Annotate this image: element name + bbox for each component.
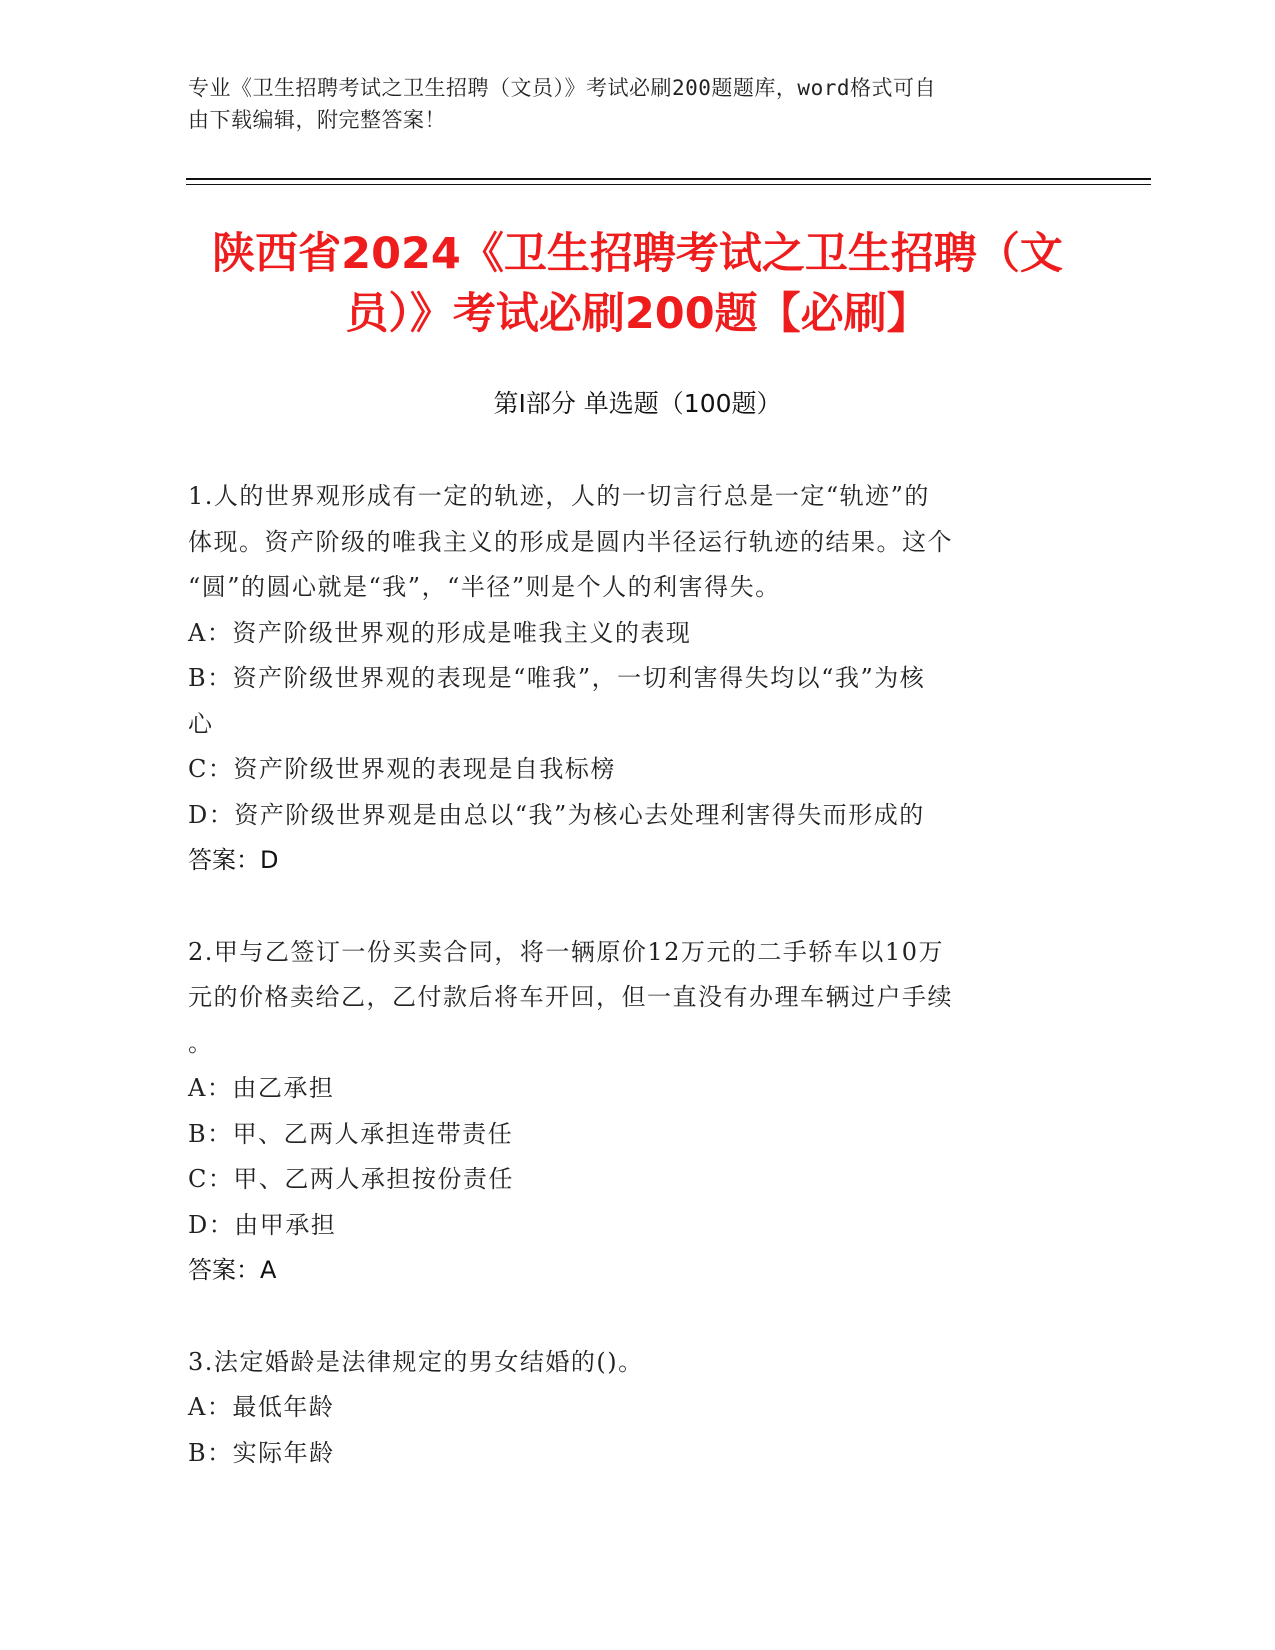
question-text-line: 体现。资产阶级的唯我主义的形成是圆内半径运行轨迹的结果。这个 (188, 527, 953, 556)
question-option-b: B：实际年龄 (188, 1438, 335, 1467)
question-answer: 答案：D (188, 846, 279, 874)
question-text-line: 元的价格卖给乙，乙付款后将车开回，但一直没有办理车辆过户手续 (188, 983, 953, 1011)
question-option-a: A：资产阶级世界观的形成是唯我主义的表现 (188, 618, 692, 647)
question-option-c: C：资产阶级世界观的表现是自我标榜 (188, 755, 616, 783)
header-note (188, 72, 1088, 136)
question-option-a: A：由乙承担 (188, 1074, 335, 1102)
question-option-a: A：最低年龄 (188, 1393, 335, 1421)
header-divider-thin (186, 184, 1151, 185)
question-option-c: C：甲、乙两人承担按份责任 (188, 1165, 514, 1193)
question-2 (188, 930, 1068, 1294)
document-title-line: 员）》考试必刷200题【必刷】 (345, 289, 930, 339)
question-answer: 答案：A (188, 1256, 277, 1284)
question-3 (188, 1340, 1068, 1477)
question-option-b: B：资产阶级世界观的表现是“唯我”，一切利害得失均以“我”为核 (188, 664, 926, 692)
question-option-b-continued: 心 (188, 709, 214, 738)
document-title-line: 陕西省2024《卫生招聘考试之卫生招聘（文 (212, 229, 1063, 279)
question-option-d: D：资产阶级世界观是由总以“我”为核心去处理利害得失而形成的 (188, 800, 925, 829)
section-heading: 第Ⅰ部分 单选题（100题） (493, 389, 782, 418)
question-text-line: 3.法定婚龄是法律规定的男女结婚的()。 (188, 1347, 644, 1376)
question-text-line: 2.甲与乙签订一份买卖合同，将一辆原价12万元的二手轿车以10万 (188, 937, 944, 966)
question-option-b: B：甲、乙两人承担连带责任 (188, 1119, 514, 1148)
header-note-line: 由下载编辑，附完整答案！ (188, 108, 446, 132)
question-text-line: 1.人的世界观形成有一定的轨迹，人的一切言行总是一定“轨迹”的 (188, 482, 930, 510)
question-text-line: 。 (188, 1028, 214, 1057)
question-list (188, 474, 1068, 1522)
document-title (160, 224, 1115, 344)
question-option-d: D：由甲承担 (188, 1210, 337, 1239)
header-divider-thick (186, 178, 1151, 180)
question-text-line: “圆”的圆心就是“我”，“半径”则是个人的利害得失。 (188, 573, 781, 601)
question-1 (188, 474, 1068, 884)
header-note-line: 专业《卫生招聘考试之卫生招聘（文员）》考试必刷200题题库，word格式可自 (188, 76, 936, 100)
